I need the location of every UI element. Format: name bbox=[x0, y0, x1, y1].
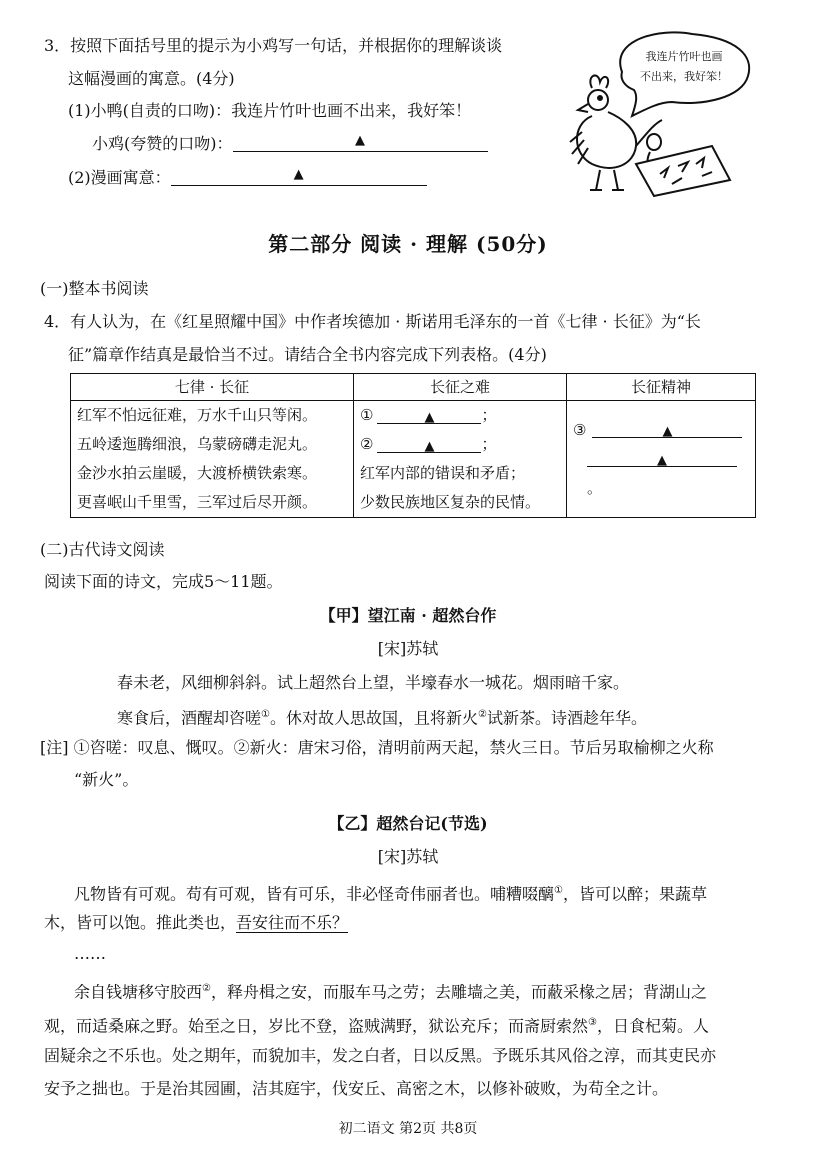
essay-line-1 bbox=[74, 881, 707, 904]
poem-line: 五岭逶迤腾细浪，乌蒙磅礴走泥丸。 bbox=[77, 435, 318, 453]
essay-text: 凡物皆有可观。苟有可观，皆有可乐，非必怪奇伟丽者也。哺糟啜醨 bbox=[74, 884, 555, 904]
section-heading-classical: (二)古代诗文阅读 bbox=[40, 540, 165, 559]
answer-marker: ▲ bbox=[657, 453, 667, 468]
hardship-item-3: 红军内部的错误和矛盾； bbox=[360, 464, 526, 482]
item-number: ③ bbox=[573, 420, 587, 439]
item-separator: ； bbox=[481, 435, 497, 453]
answer-blank[interactable] bbox=[592, 423, 742, 438]
hardship-item-2 bbox=[360, 430, 560, 459]
table-header: 七律 · 长征 bbox=[71, 374, 354, 401]
essay-text: ，日食杞菊。人 bbox=[596, 1016, 709, 1036]
essay-author: [宋]苏轼 bbox=[377, 847, 439, 866]
answer-marker: ▲ bbox=[424, 438, 435, 454]
footnote-marker: ② bbox=[202, 983, 211, 994]
poem-author: [宋]苏轼 bbox=[377, 639, 439, 658]
table-header: 长征之难 bbox=[354, 374, 567, 401]
hardship-cell bbox=[354, 401, 567, 518]
answer-marker: ▲ bbox=[662, 424, 673, 439]
poem-note-line2: “新火”。 bbox=[74, 770, 139, 789]
spirit-item-2 bbox=[573, 445, 749, 503]
page-footer: 初二语文 第2页 共8页 bbox=[338, 1121, 478, 1137]
poem-line: 红军不怕远征难，万水千山只等闲。 bbox=[77, 406, 318, 424]
essay-text: ，皆可以醉；果蔬草 bbox=[562, 884, 707, 904]
poem-title: 【甲】望江南 · 超然台作 bbox=[319, 606, 497, 625]
table-header: 长征精神 bbox=[567, 374, 756, 401]
answer-marker: ▲ bbox=[355, 133, 365, 148]
essay-line-3 bbox=[74, 979, 707, 1002]
poem-line: 更喜岷山千里雪，三军过后尽开颜。 bbox=[77, 493, 318, 511]
poem-text: 试新茶。诗酒趁年华。 bbox=[486, 708, 647, 728]
q3-stem-line1: 3．按照下面括号里的提示为小鸡写一句话，并根据你的理解谈谈 bbox=[44, 36, 503, 55]
hardship-item-1 bbox=[360, 401, 560, 430]
poem-line-2 bbox=[117, 705, 647, 728]
footnote-marker: ① bbox=[554, 885, 563, 896]
essay-title: 【乙】超然台记(节选) bbox=[328, 814, 488, 833]
q3-duck-line: (1)小鸭(自责的口吻)：我连片竹叶也画不出来，我好笨！ bbox=[68, 101, 472, 120]
essay-line-2 bbox=[44, 913, 348, 933]
hardship-item-4: 少数民族地区复杂的民情。 bbox=[360, 493, 541, 511]
q3-moral-line bbox=[68, 168, 427, 188]
part-title bbox=[0, 228, 816, 257]
essay-text: 木，皆可以饱。推此类也， bbox=[44, 913, 237, 932]
poem-line: 金沙水拍云崖暖，大渡桥横铁索寒。 bbox=[77, 464, 318, 482]
footnote-marker: ① bbox=[261, 709, 270, 720]
answer-blank[interactable] bbox=[587, 452, 737, 467]
long-march-table bbox=[70, 373, 756, 518]
poem-line-1: 春未老，风细柳斜斜。试上超然台上望，半壕春水一城花。烟雨暗千家。 bbox=[117, 673, 630, 692]
essay-line-4 bbox=[44, 1013, 709, 1036]
spirit-item-1 bbox=[573, 416, 749, 445]
essay-line-5: 固疑余之不乐也。处之期年，而貌加丰，发之白者，日以反黑。予既乐其风俗之淳，而其吏民亦 bbox=[44, 1046, 717, 1065]
essay-ellipsis: …… bbox=[74, 944, 106, 963]
poem-text: 寒食后，酒醒却咨嗟 bbox=[117, 708, 262, 728]
answer-marker: ▲ bbox=[293, 167, 304, 182]
q4-stem-line1: 4．有人认为，在《红星照耀中国》中作者埃德加 · 斯诺用毛泽东的一首《七律 · 长征》为“长 bbox=[44, 312, 701, 331]
item-separator: ； bbox=[481, 406, 497, 424]
item-number: ② bbox=[360, 435, 374, 453]
comic-illustration bbox=[562, 24, 762, 200]
reading-instruction: 阅读下面的诗文，完成5～11题。 bbox=[44, 572, 283, 591]
essay-text: 观，而适桑麻之野。始至之日，岁比不登，盗贼满野，狱讼充斥；而斋厨索然 bbox=[44, 1016, 589, 1036]
poem-cell bbox=[71, 401, 354, 518]
underlined-sentence: 吾安往而不乐？ bbox=[236, 913, 349, 932]
answer-blank[interactable] bbox=[377, 438, 481, 453]
speech-bubble-line2: 不出来，我好笨！ bbox=[640, 70, 728, 83]
poem-text: 。休对故人思故国，且将新火 bbox=[269, 708, 478, 728]
answer-blank[interactable] bbox=[171, 167, 427, 186]
essay-line-6: 安予之拙也。于是治其园圃，洁其庭宇，伐安丘、高密之木，以修补破败，为苟全之计。 bbox=[44, 1079, 669, 1098]
spirit-cell bbox=[567, 401, 756, 518]
q3-chick-label: 小鸡(夸赞的口吻)： bbox=[92, 134, 233, 153]
essay-text: ，释舟楫之安，而服车马之劳；去雕墙之美，而蔽采椽之居；背湖山之 bbox=[210, 982, 707, 1002]
table-header-row bbox=[71, 374, 756, 401]
poem-note-line1: [注] ①咨嗟：叹息、慨叹。②新火：唐宋习俗，清明前两天起，禁火三日。节后另取榆柳之火称 bbox=[40, 738, 714, 757]
answer-blank[interactable] bbox=[233, 133, 488, 152]
q4-stem-line2: 征”篇章作结真是最恰当不过。请结合全书内容完成下列表格。(4分) bbox=[68, 345, 547, 364]
q3-moral-label: (2)漫画寓意： bbox=[68, 168, 171, 187]
item-number: ① bbox=[360, 406, 374, 424]
footnote-marker: ③ bbox=[588, 1017, 597, 1028]
part-title-text: 第二部分 阅读 · 理解 (50分) bbox=[268, 232, 548, 256]
footnote-marker: ② bbox=[478, 709, 487, 720]
answer-blank[interactable] bbox=[377, 409, 481, 424]
q3-chick-line bbox=[92, 134, 488, 154]
section-heading-book: (一)整本书阅读 bbox=[40, 279, 149, 298]
q3-stem-line2: 这幅漫画的寓意。(4分) bbox=[68, 69, 235, 88]
answer-marker: ▲ bbox=[424, 409, 435, 425]
sentence-end: 。 bbox=[587, 478, 603, 497]
table-row bbox=[71, 401, 756, 518]
speech-bubble-line1: 我连片竹叶也画 bbox=[645, 50, 723, 63]
essay-text: 余自钱塘移守胶西 bbox=[74, 982, 203, 1002]
